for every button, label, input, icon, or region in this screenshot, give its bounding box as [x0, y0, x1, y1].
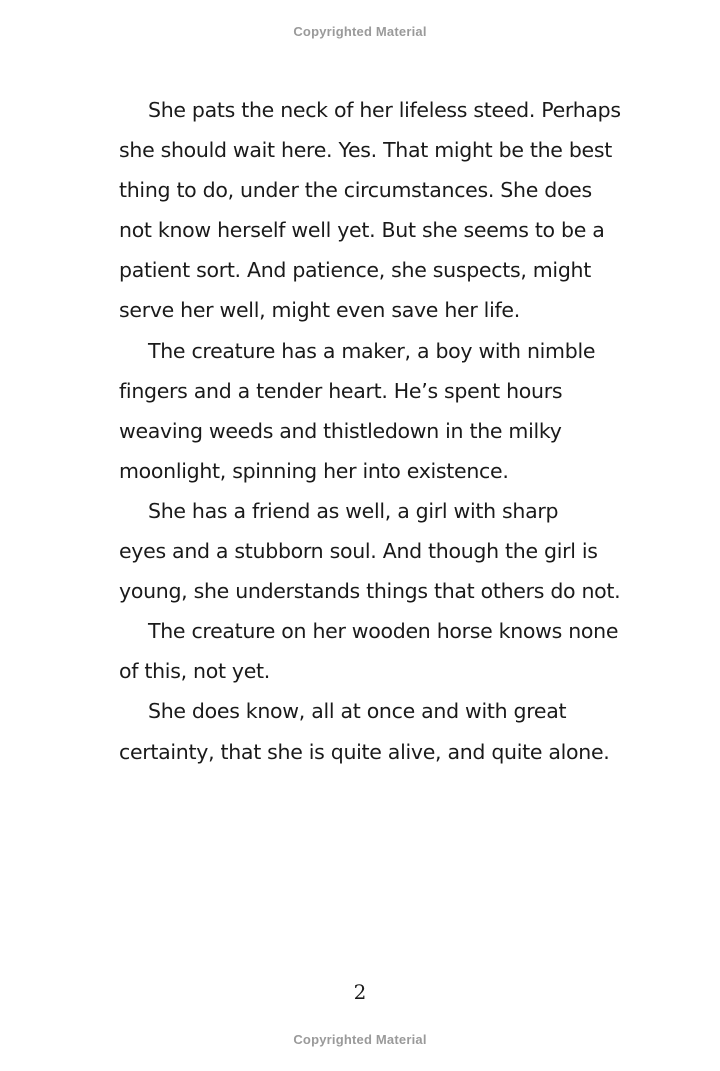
text-line: serve her well, might even save her life. — [119, 298, 520, 323]
text-line: she should wait here. Yes. That might be the best — [119, 138, 612, 163]
paragraph-2 — [119, 331, 619, 491]
text-line: She does know, all at once and with great — [148, 699, 567, 724]
paragraph-5 — [119, 691, 619, 771]
text-line: of this, not yet. — [119, 659, 271, 684]
text-line: The creature has a maker, a boy with nimble — [148, 338, 596, 363]
text-line: fingers and a tender heart. He’s spent hours — [119, 378, 563, 403]
text-line: She has a friend as well, a girl with sharp — [148, 498, 559, 523]
paragraph-1 — [119, 90, 619, 331]
header-copyright-notice: Copyrighted Material — [293, 24, 427, 39]
text-line: young, she understands things that others do not. — [119, 579, 621, 604]
text-line: not know herself well yet. But she seems to be a — [119, 218, 605, 243]
text-line: She pats the neck of her lifeless steed. Perhaps — [148, 98, 621, 122]
text-line: moonlight, spinning her into existence. — [119, 458, 509, 483]
text-line: eyes and a stubborn soul. And though the girl is — [119, 539, 598, 564]
text-line: patient sort. And patience, she suspects, might — [119, 258, 591, 283]
text-line: certainty, that she is quite alive, and quite alone. — [119, 739, 610, 764]
footer-copyright-notice: Copyrighted Material — [293, 1032, 427, 1047]
page-number: 2 — [353, 980, 367, 1004]
text-line: weaving weeds and thistledown in the milky — [119, 418, 562, 443]
text-line: The creature on her wooden horse knows none — [148, 619, 619, 644]
body-text — [119, 90, 619, 772]
paragraph-3 — [119, 491, 619, 611]
paragraph-4 — [119, 611, 619, 691]
text-line: thing to do, under the circumstances. She does — [119, 178, 592, 203]
